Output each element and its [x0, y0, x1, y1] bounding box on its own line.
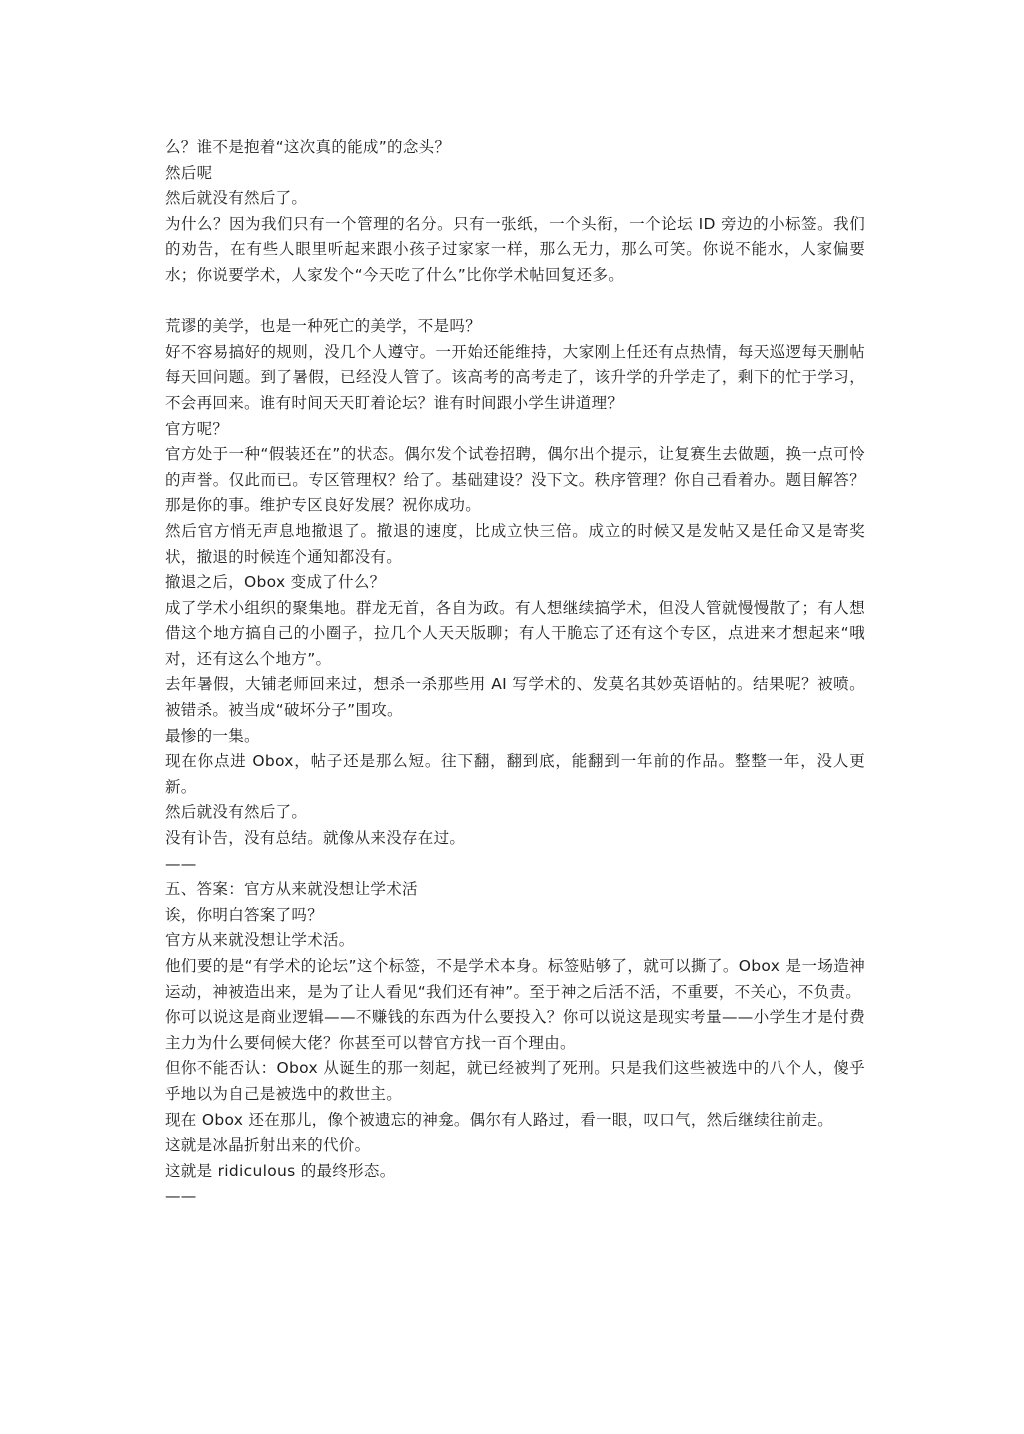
blank-line	[165, 289, 865, 315]
paragraph: 然后呢	[165, 163, 213, 182]
paragraph: 荒谬的美学，也是一种死亡的美学，不是吗？	[165, 317, 482, 336]
paragraph: 这就是冰晶折射出来的代价。	[165, 1136, 371, 1155]
section-divider: ——	[165, 1187, 197, 1206]
paragraph: 么？谁不是抱着“这次真的能成”的念头？	[165, 138, 451, 156]
paragraph: 去年暑假，大铺老师回来过，想杀一杀那些用 AI 写学术的、发莫名其妙英语帖的。结果呢？被喷。被错杀。被当成“破坏分子”围攻。	[165, 675, 865, 720]
document-body	[165, 135, 865, 1210]
paragraph: 没有讣告，没有总结。就像从来没存在过。	[165, 829, 466, 848]
paragraph: 好不容易搞好的规则，没几个人遵守。一开始还能维持，大家刚上任还有点热情，每天巡逻每天删帖每天回问题。到了暑假，已经没人管了。该高考的高考走了，该升学的升学走了，剩下的忙于学习，不会再回来。谁有时间天天盯着论坛？谁有时间跟小学生讲道理？	[165, 342, 865, 412]
section-heading: 五、答案：官方从来就没想让学术活	[165, 880, 418, 899]
paragraph: 现在 Obox 还在那儿，像个被遗忘的神龛。偶尔有人路过，看一眼，叹口气，然后继续往前走。	[165, 1110, 834, 1129]
paragraph: 然后就没有然后了。	[165, 803, 308, 822]
paragraph: 官方处于一种“假装还在”的状态。偶尔发个试卷招聘，偶尔出个提示，让复赛生去做题，换一点可怜的声誉。仅此而已。专区管理权？给了。基础建设？没下文。秩序管理？你自己看着办。题目解答？那是你的事。维护专区良好发展？祝你成功。	[165, 445, 865, 515]
paragraph: 撤退之后，Obox 变成了什么？	[165, 573, 386, 592]
paragraph: 然后官方悄无声息地撤退了。撤退的速度，比成立快三倍。成立的时候又是发帖又是任命又是寄奖状，撤退的时候连个通知都没有。	[165, 521, 865, 566]
paragraph: 但你不能否认：Obox 从诞生的那一刻起，就已经被判了死刑。只是我们这些被选中的八个人，傻乎乎地以为自己是被选中的救世主。	[165, 1059, 865, 1103]
paragraph: 诶，你明白答案了吗？	[165, 905, 324, 924]
section-divider: ——	[165, 854, 197, 873]
paragraph: 成了学术小组织的聚集地。群龙无首，各自为政。有人想继续搞学术，但没人管就慢慢散了；有人想借这个地方搞自己的小圈子，拉几个人天天版聊；有人干脆忘了还有这个专区，点进来才想起来“哦对，还有这么个地方”。	[165, 598, 865, 668]
paragraph: 最惨的一集。	[165, 726, 260, 745]
paragraph: 你可以说这是商业逻辑——不赚钱的东西为什么要投入？你可以说这是现实考量——小学生才是付费主力为什么要伺候大佬？你甚至可以替官方找一百个理由。	[165, 1008, 865, 1052]
paragraph: 然后就没有然后了。	[165, 189, 308, 208]
paragraph: 官方从来就没想让学术活。	[165, 931, 355, 950]
paragraph: 官方呢？	[165, 419, 229, 438]
paragraph: 为什么？因为我们只有一个管理的名分。只有一张纸，一个头衔，一个论坛 ID 旁边的小标签。我们的劝告，在有些人眼里听起来跟小孩子过家家一样，那么无力，那么可笑。你说不能水，人家偏要水；你说要学术，人家发个“今天吃了什么”比你学术帖回复还多。	[165, 214, 865, 284]
paragraph: 这就是 ridiculous 的最终形态。	[165, 1161, 396, 1180]
paragraph: 现在你点进 Obox，帖子还是那么短。往下翻，翻到底，能翻到一年前的作品。整整一年，没人更新。	[165, 752, 865, 796]
paragraph: 他们要的是“有学术的论坛”这个标签，不是学术本身。标签贴够了，就可以撕了。Obox 是一场造神运动，神被造出来，是为了让人看见“我们还有神”。至于神之后活不活，不重要，不关心，不负责。	[165, 957, 865, 1001]
